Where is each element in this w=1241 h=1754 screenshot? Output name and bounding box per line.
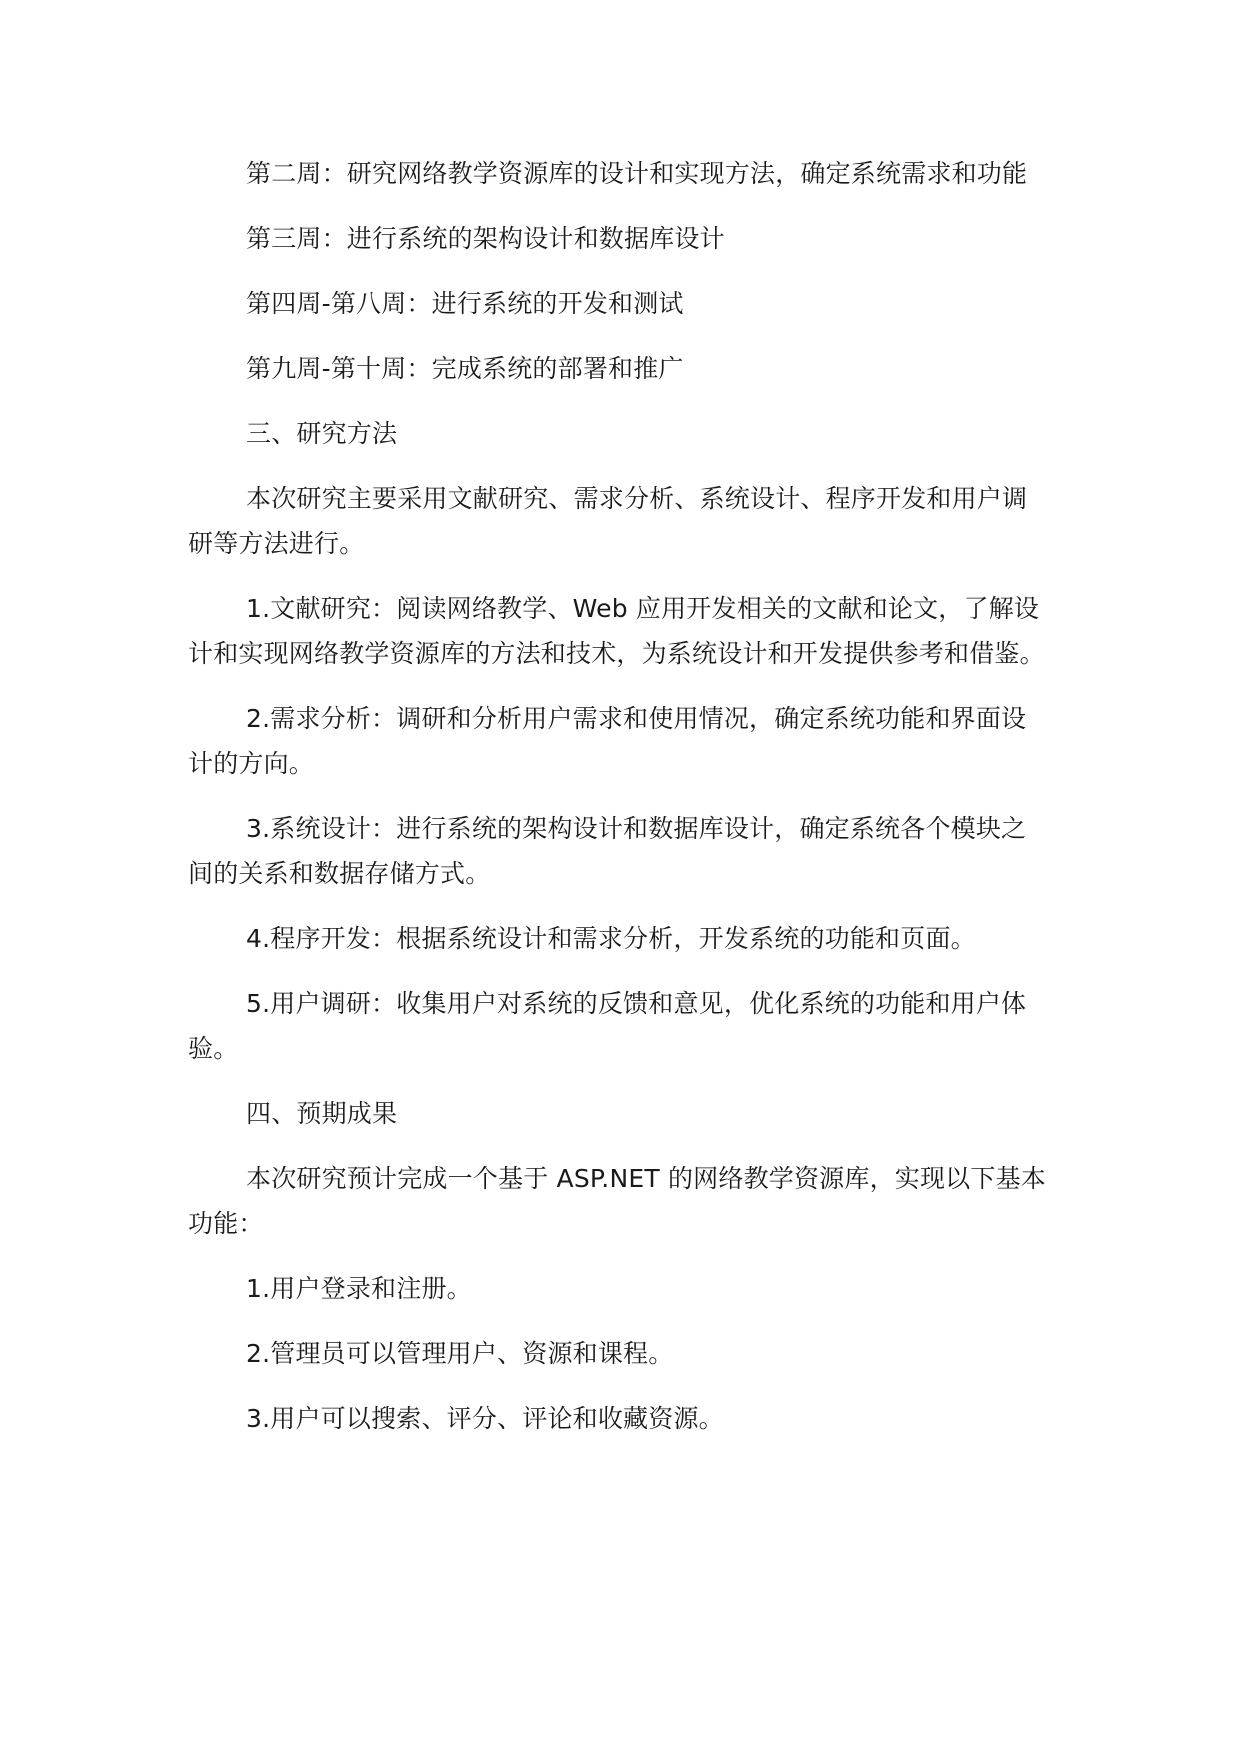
paragraph-literature-research: 1.文献研究：阅读网络教学、Web 应用开发相关的文献和论文，了解设计和实现网络教学资源库的方法和技术，为系统设计和开发提供参考和借鉴。 <box>188 594 1045 668</box>
paragraph-methods-intro: 本次研究主要采用文献研究、需求分析、系统设计、程序开发和用户调研等方法进行。 <box>188 484 1028 558</box>
paragraph-system-design: 3.系统设计：进行系统的架构设计和数据库设计，确定系统各个模块之间的关系和数据存储方式。 <box>188 814 1027 888</box>
paragraph-week2: 第二周：研究网络教学资源库的设计和实现方法，确定系统需求和功能 <box>246 159 1028 188</box>
paragraph-week3: 第三周：进行系统的架构设计和数据库设计 <box>246 224 725 253</box>
section-heading-expected-results: 四、预期成果 <box>246 1099 398 1128</box>
list-item-user-resource-actions: 3.用户可以搜索、评分、评论和收藏资源。 <box>246 1404 724 1433</box>
list-item-admin-management: 2.管理员可以管理用户、资源和课程。 <box>246 1339 674 1368</box>
paragraph-requirements-analysis: 2.需求分析：调研和分析用户需求和使用情况，确定系统功能和界面设计的方向。 <box>188 704 1027 778</box>
paragraph-week4-8: 第四周-第八周：进行系统的开发和测试 <box>246 289 684 318</box>
paragraph-program-development: 4.程序开发：根据系统设计和需求分析，开发系统的功能和页面。 <box>246 924 976 953</box>
section-heading-research-methods: 三、研究方法 <box>246 419 398 448</box>
document-body <box>188 151 1048 1461</box>
list-item-login-register: 1.用户登录和注册。 <box>246 1274 472 1303</box>
paragraph-results-intro: 本次研究预计完成一个基于 ASP.NET 的网络教学资源库，实现以下基本功能： <box>188 1164 1046 1238</box>
paragraph-week9-10: 第九周-第十周：完成系统的部署和推广 <box>246 354 684 383</box>
paragraph-user-research: 5.用户调研：收集用户对系统的反馈和意见，优化系统的功能和用户体验。 <box>188 989 1027 1063</box>
